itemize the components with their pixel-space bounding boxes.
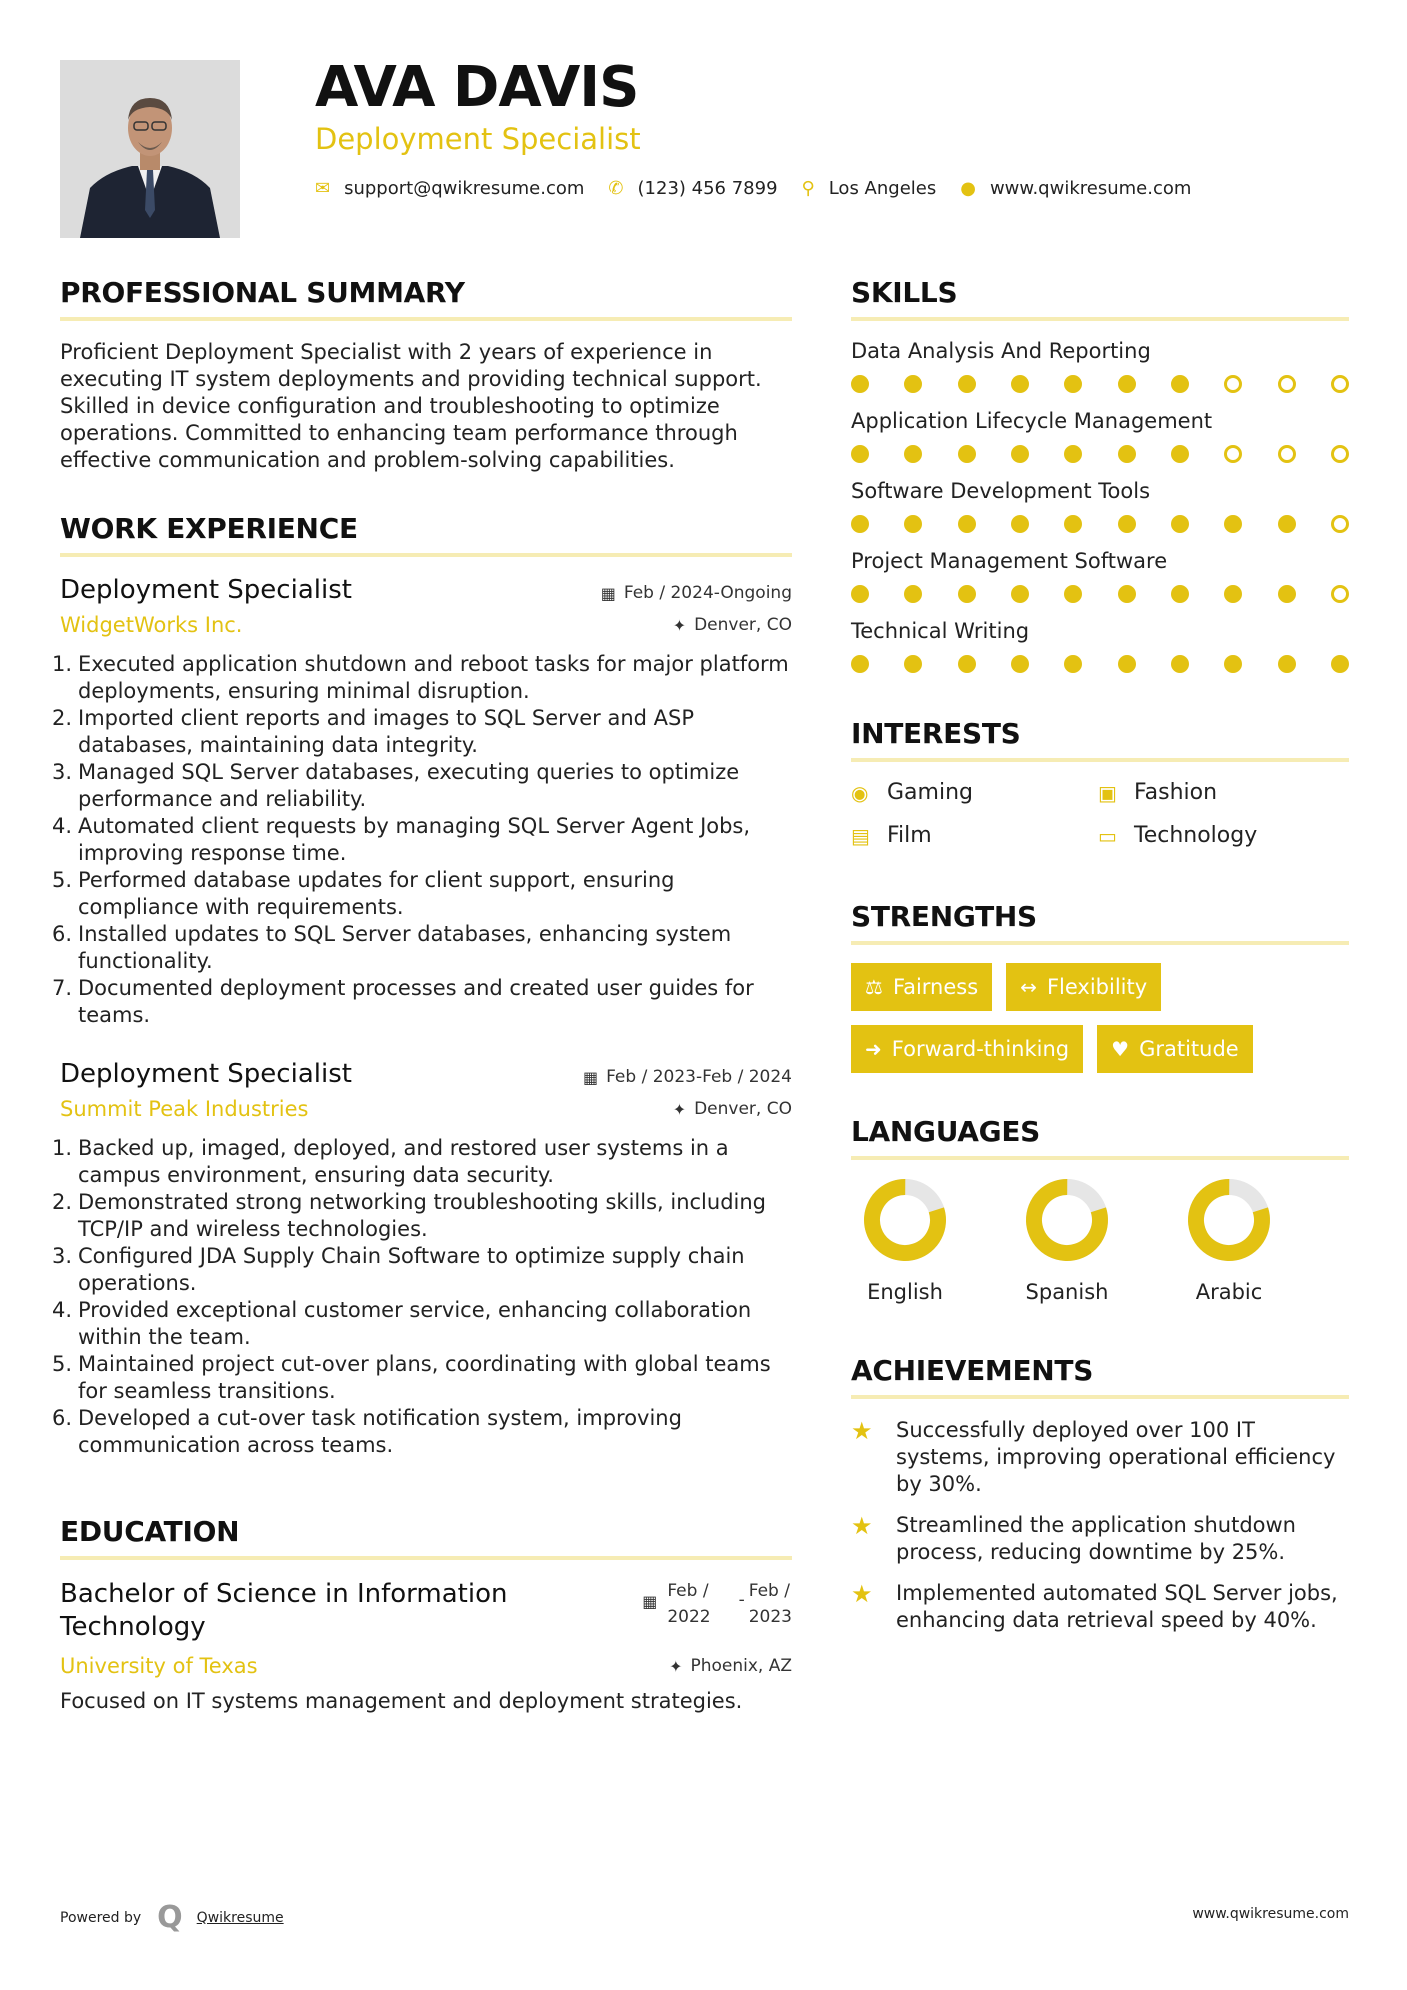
skill-dot-empty bbox=[1224, 445, 1242, 463]
job-location bbox=[673, 1099, 792, 1119]
school-name: University of Texas bbox=[60, 1654, 258, 1678]
qwikresume-logo-icon: Q bbox=[157, 1900, 183, 1935]
summary-text: Proficient Deployment Specialist with 2 years of experience in executing IT system deployments and providing technical support. Skilled in device configuration and troubleshooting to optimize operations. Committed to enhancing team performance through effective communication and problem-solving capabilities. bbox=[60, 340, 762, 472]
date-dash: - bbox=[738, 1590, 745, 1610]
shopping-bag-icon: ▣ bbox=[1098, 780, 1117, 805]
skill-rating bbox=[851, 515, 1349, 533]
brand-link[interactable]: Qwikresume bbox=[196, 1909, 284, 1926]
skill-dot-filled bbox=[904, 445, 922, 463]
skills-section bbox=[851, 276, 1349, 673]
interest-label: Fashion bbox=[1134, 780, 1218, 805]
strength-label: Flexibility bbox=[1046, 975, 1148, 999]
skill-item bbox=[851, 619, 1349, 673]
strength-label: Forward-thinking bbox=[891, 1037, 1070, 1061]
skill-name: Technical Writing bbox=[851, 619, 1030, 643]
start-date bbox=[667, 1578, 710, 1630]
gamepad-icon: ◉ bbox=[851, 780, 869, 805]
language-donut bbox=[1187, 1178, 1271, 1262]
achievement-text: Implemented automated SQL Server jobs, enhancing data retrieval speed by 40%. bbox=[896, 1581, 1338, 1632]
skill-dot-empty bbox=[1331, 445, 1349, 463]
skill-dot-filled bbox=[958, 655, 976, 673]
website-text: www.qwikresume.com bbox=[989, 178, 1192, 199]
end-month: Feb / bbox=[748, 1581, 790, 1601]
candidate-name: AVA DAVIS bbox=[315, 55, 639, 120]
education-heading: EDUCATION bbox=[60, 1515, 792, 1560]
skill-dot-filled bbox=[851, 585, 869, 603]
interest-label: Film bbox=[887, 823, 932, 848]
strength-tag bbox=[1097, 1025, 1253, 1073]
achievement-item bbox=[851, 1580, 1349, 1634]
achievement-item bbox=[851, 1417, 1349, 1498]
skill-dot-filled bbox=[1171, 515, 1189, 533]
pushpin-icon: ✦ bbox=[672, 615, 687, 635]
skill-dot-filled bbox=[1011, 515, 1029, 533]
job-dates-text: Feb / 2024-Ongoing bbox=[623, 583, 792, 603]
skill-rating bbox=[851, 585, 1349, 603]
achievement-text: Streamlined the application shutdown process, reducing downtime by 25%. bbox=[896, 1513, 1296, 1564]
skill-dot-filled bbox=[1171, 655, 1189, 673]
contact-bar bbox=[315, 178, 1215, 199]
envelope-icon: ✉ bbox=[315, 178, 331, 199]
skill-dot-empty bbox=[1278, 375, 1296, 393]
skill-dot-filled bbox=[1011, 655, 1029, 673]
skill-name: Software Development Tools bbox=[851, 479, 1151, 503]
calendar-icon: ▦ bbox=[582, 1067, 599, 1087]
interests-heading: INTERESTS bbox=[851, 717, 1349, 762]
skill-dot-filled bbox=[958, 515, 976, 533]
phone-text: (123) 456 7899 bbox=[637, 178, 778, 199]
skill-dot-filled bbox=[1278, 655, 1296, 673]
education-description: Focused on IT systems management and deployment strategies. bbox=[60, 1689, 743, 1713]
contact-phone[interactable] bbox=[608, 178, 777, 199]
list-item: Installed updates to SQL Server databases, enhancing system functionality. bbox=[78, 922, 732, 973]
list-item: Developed a cut-over task notification system, improving communication across teams. bbox=[78, 1406, 682, 1457]
skill-dot-filled bbox=[1224, 655, 1242, 673]
job-location bbox=[673, 615, 792, 635]
job-dates-text: Feb / 2023-Feb / 2024 bbox=[606, 1067, 792, 1087]
footer-powered-by bbox=[60, 1900, 284, 1935]
map-pin-icon: ⚲ bbox=[801, 178, 815, 199]
languages-heading: LANGUAGES bbox=[851, 1115, 1349, 1160]
calendar-icon: ▦ bbox=[600, 583, 616, 603]
strength-tag bbox=[1006, 963, 1161, 1011]
interest-label: Technology bbox=[1134, 823, 1258, 848]
contact-website[interactable] bbox=[960, 178, 1191, 199]
strength-label: Fairness bbox=[892, 975, 979, 999]
balance-scale-icon: ⚖ bbox=[865, 975, 883, 999]
job-title: Deployment Specialist bbox=[60, 575, 352, 605]
powered-by-text: Powered by bbox=[60, 1909, 142, 1926]
strength-label: Gratitude bbox=[1139, 1037, 1239, 1061]
skill-dot-filled bbox=[904, 585, 922, 603]
donut-fill bbox=[1187, 1178, 1270, 1261]
list-item: Maintained project cut-over plans, coordinating with global teams for seamless transitions. bbox=[78, 1352, 771, 1403]
skill-rating bbox=[851, 445, 1349, 463]
job-entry bbox=[60, 575, 792, 1029]
profile-photo bbox=[60, 60, 240, 238]
pushpin-icon: ✦ bbox=[669, 1656, 683, 1676]
phone-icon: ✆ bbox=[608, 178, 624, 199]
start-year: 2022 bbox=[667, 1607, 711, 1627]
school-location bbox=[669, 1656, 792, 1676]
list-item: Automated client requests by managing SQL Server Agent Jobs, improving response time. bbox=[78, 814, 751, 865]
skill-rating bbox=[851, 375, 1349, 393]
interest-item bbox=[851, 780, 1098, 805]
interest-label: Gaming bbox=[887, 780, 973, 805]
skill-rating bbox=[851, 655, 1349, 673]
skill-item bbox=[851, 339, 1349, 393]
skill-dot-filled bbox=[1064, 585, 1082, 603]
language-item bbox=[863, 1178, 1025, 1304]
contact-email[interactable] bbox=[315, 178, 584, 199]
achievement-item bbox=[851, 1512, 1349, 1566]
language-name: English bbox=[867, 1280, 943, 1304]
job-entry bbox=[60, 1059, 792, 1459]
job-location-text: Denver, CO bbox=[694, 615, 792, 635]
skill-dot-filled bbox=[1224, 515, 1242, 533]
job-location-text: Denver, CO bbox=[694, 1099, 792, 1119]
right-column bbox=[851, 276, 1349, 1648]
star-icon: ★ bbox=[851, 1580, 873, 1608]
contact-location bbox=[802, 178, 937, 199]
skill-item bbox=[851, 479, 1349, 533]
interests-list bbox=[851, 780, 1349, 848]
skill-dot-filled bbox=[904, 515, 922, 533]
start-month: Feb / bbox=[667, 1581, 709, 1601]
education-section bbox=[60, 1515, 792, 1715]
heart-icon: ♥ bbox=[1111, 1037, 1130, 1061]
interest-item bbox=[851, 823, 1098, 848]
location-text: Los Angeles bbox=[828, 178, 937, 199]
donut-fill bbox=[1025, 1178, 1108, 1261]
list-item: Backed up, imaged, deployed, and restored user systems in a campus environment, ensuring data security. bbox=[78, 1136, 729, 1187]
language-item bbox=[1025, 1178, 1187, 1304]
language-donut bbox=[1025, 1178, 1109, 1262]
film-icon: ▤ bbox=[851, 823, 870, 848]
interest-item bbox=[1098, 780, 1345, 805]
skill-dot-filled bbox=[851, 655, 869, 673]
skill-dot-empty bbox=[1278, 445, 1296, 463]
summary-section bbox=[60, 276, 792, 474]
skill-dot-filled bbox=[958, 445, 976, 463]
interests-section bbox=[851, 717, 1349, 848]
globe-icon: ● bbox=[960, 178, 976, 199]
skill-dot-filled bbox=[1278, 515, 1296, 533]
skill-dot-filled bbox=[1064, 445, 1082, 463]
footer-url[interactable]: www.qwikresume.com bbox=[1192, 1906, 1349, 1922]
list-item: Configured JDA Supply Chain Software to optimize supply chain operations. bbox=[78, 1244, 745, 1295]
skill-dot-filled bbox=[1171, 585, 1189, 603]
skill-dot-filled bbox=[1118, 585, 1136, 603]
skill-dot-filled bbox=[904, 655, 922, 673]
star-icon: ★ bbox=[851, 1512, 873, 1540]
job-title: Deployment Specialist bbox=[60, 1059, 352, 1089]
skill-dot-filled bbox=[851, 515, 869, 533]
company-name: Summit Peak Industries bbox=[60, 1097, 309, 1121]
experience-heading: WORK EXPERIENCE bbox=[60, 512, 792, 557]
skill-dot-filled bbox=[958, 585, 976, 603]
language-item bbox=[1187, 1178, 1349, 1304]
summary-heading: PROFESSIONAL SUMMARY bbox=[60, 276, 792, 321]
skill-dot-filled bbox=[1331, 655, 1349, 673]
arrows-horizontal-icon: ↔ bbox=[1020, 975, 1037, 999]
star-icon: ★ bbox=[851, 1417, 873, 1445]
skill-dot-filled bbox=[958, 375, 976, 393]
language-name: Arabic bbox=[1195, 1280, 1263, 1304]
left-column bbox=[60, 276, 792, 1715]
skill-name: Data Analysis And Reporting bbox=[851, 339, 1151, 363]
language-donut bbox=[863, 1178, 947, 1262]
list-item: Documented deployment processes and created user guides for teams. bbox=[78, 976, 754, 1027]
skill-dot-filled bbox=[1064, 655, 1082, 673]
end-date bbox=[749, 1578, 792, 1630]
skill-item bbox=[851, 409, 1349, 463]
skill-dot-filled bbox=[1118, 655, 1136, 673]
education-dates bbox=[642, 1578, 792, 1630]
skill-dot-filled bbox=[1064, 515, 1082, 533]
candidate-title: Deployment Specialist bbox=[315, 122, 641, 156]
skill-dot-filled bbox=[1011, 445, 1029, 463]
skill-dot-filled bbox=[1064, 375, 1082, 393]
skill-name: Project Management Software bbox=[851, 549, 1168, 573]
skill-dot-filled bbox=[1278, 585, 1296, 603]
pushpin-icon: ✦ bbox=[672, 1099, 687, 1119]
skill-dot-filled bbox=[1011, 585, 1029, 603]
languages-list bbox=[851, 1178, 1349, 1304]
job-bullets bbox=[60, 1135, 792, 1459]
achievement-text: Successfully deployed over 100 IT systems, improving operational efficiency by 30%. bbox=[896, 1418, 1336, 1496]
skills-list bbox=[851, 339, 1349, 673]
job-bullets bbox=[60, 651, 792, 1029]
skill-dot-empty bbox=[1331, 585, 1349, 603]
company-name: WidgetWorks Inc. bbox=[60, 613, 243, 637]
languages-section bbox=[851, 1115, 1349, 1304]
experience-section bbox=[60, 512, 792, 1459]
skill-dot-empty bbox=[1331, 515, 1349, 533]
list-item: Provided exceptional customer service, enhancing collaboration within the team. bbox=[78, 1298, 752, 1349]
job-dates bbox=[583, 1067, 792, 1087]
strengths-heading: STRENGTHS bbox=[851, 900, 1349, 945]
achievements-heading: ACHIEVEMENTS bbox=[851, 1354, 1349, 1399]
language-name: Spanish bbox=[1025, 1280, 1109, 1304]
strength-tag bbox=[851, 1025, 1083, 1073]
donut-fill bbox=[863, 1178, 946, 1261]
degree-title: Bachelor of Science in Information Technology bbox=[60, 1579, 508, 1642]
skill-dot-filled bbox=[851, 375, 869, 393]
list-item: Demonstrated strong networking troubleshooting skills, including TCP/IP and wireless technologies. bbox=[78, 1190, 766, 1241]
skill-dot-filled bbox=[1118, 445, 1136, 463]
strengths-section bbox=[851, 900, 1349, 1073]
strength-tag bbox=[851, 963, 992, 1011]
skill-dot-filled bbox=[1171, 445, 1189, 463]
skill-dot-filled bbox=[851, 445, 869, 463]
skill-dot-filled bbox=[1118, 515, 1136, 533]
school-location-text: Phoenix, AZ bbox=[690, 1656, 792, 1676]
end-year: 2023 bbox=[748, 1607, 792, 1627]
skill-dot-filled bbox=[1171, 375, 1189, 393]
skill-dot-filled bbox=[1224, 585, 1242, 603]
skill-dot-filled bbox=[1011, 375, 1029, 393]
achievements-section bbox=[851, 1354, 1349, 1634]
list-item: Managed SQL Server databases, executing queries to optimize performance and reliability. bbox=[78, 760, 740, 811]
list-item: Imported client reports and images to SQL Server and ASP databases, maintaining data integrity. bbox=[78, 706, 695, 757]
skills-heading: SKILLS bbox=[851, 276, 1349, 321]
skill-item bbox=[851, 549, 1349, 603]
skill-dot-empty bbox=[1224, 375, 1242, 393]
skill-dot-filled bbox=[904, 375, 922, 393]
list-item: Performed database updates for client support, ensuring compliance with requirements. bbox=[78, 868, 675, 919]
arrow-right-icon: ➜ bbox=[865, 1037, 882, 1061]
interest-item bbox=[1098, 823, 1345, 848]
calendar-icon: ▦ bbox=[642, 1592, 658, 1611]
skill-name: Application Lifecycle Management bbox=[851, 409, 1213, 433]
skill-dot-empty bbox=[1331, 375, 1349, 393]
strengths-list bbox=[851, 963, 1349, 1073]
laptop-icon: ▭ bbox=[1098, 823, 1117, 848]
skill-dot-filled bbox=[1118, 375, 1136, 393]
email-text: support@qwikresume.com bbox=[344, 178, 585, 199]
job-dates bbox=[601, 583, 792, 603]
list-item: Executed application shutdown and reboot tasks for major platform deployments, ensuring minimal disruption. bbox=[78, 652, 789, 703]
